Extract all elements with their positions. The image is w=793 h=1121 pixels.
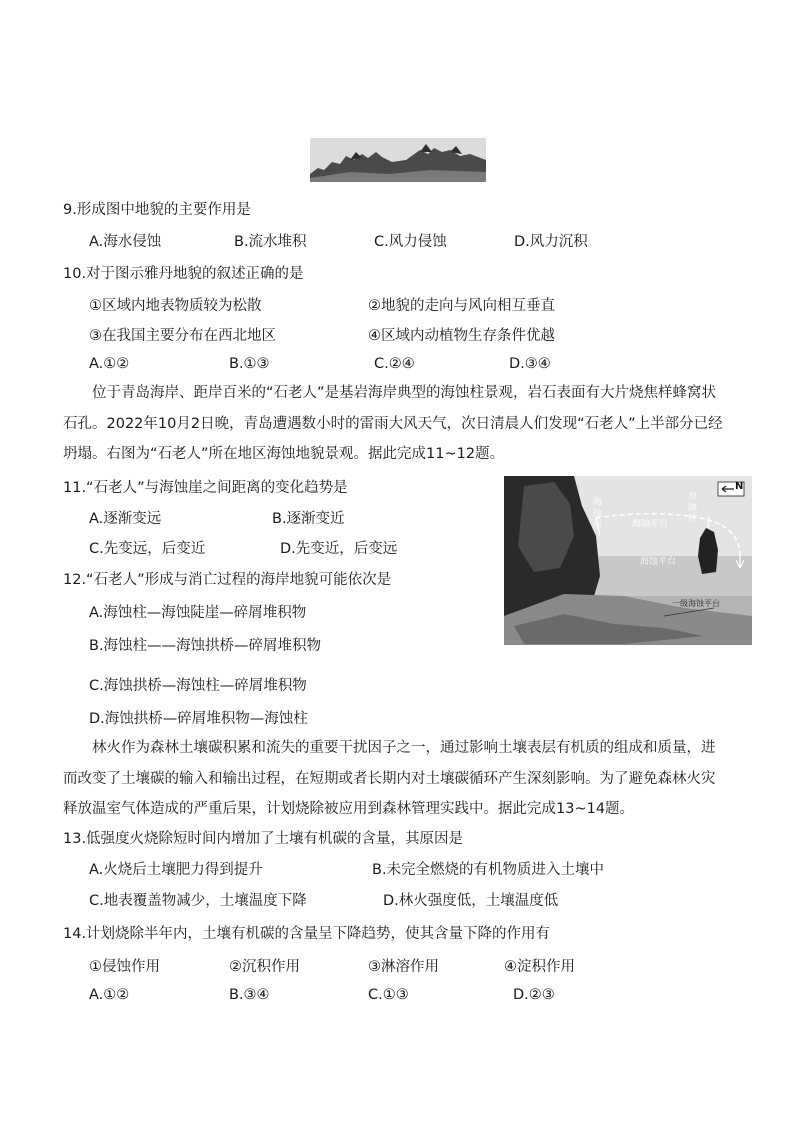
q11-option-a[interactable]: A.逐渐变远 [89,511,162,527]
q13-stem: 13.低强度火烧除短时间内增加了土壤有机碳的含量，其原因是 [63,831,464,847]
q11-option-b[interactable]: B.逐渐变近 [272,511,345,527]
q13-option-d[interactable]: D.林火强度低，土壤温度低 [383,893,559,909]
q10-option-d[interactable]: D.③④ [509,356,551,372]
q13-option-c[interactable]: C.地表覆盖物减少，土壤温度下降 [89,893,307,909]
sea-erosion-photo [504,476,752,645]
sea-cliff-label: 海蚀崖 [593,498,603,530]
q14-option-a[interactable]: A.①② [89,987,130,1003]
q14-item-2: ②沉积作用 [229,959,300,975]
q10-option-b[interactable]: B.①③ [229,356,270,372]
q10-item-3: ③在我国主要分布在西北地区 [89,328,276,344]
q13-option-b[interactable]: B.未完全燃烧的有机物质进入土壤中 [372,862,605,878]
passage-forest-fire: 林火作为森林土壤碳积累和流失的重要干扰因子之一，通过影响土壤表层有机质的组成和质量，进而改变了土壤碳的输入和输出过程，在短期或者长期内对土壤碳循环产生深刻影响。为了避免森林火灾释放温室气体造成的严重后果，计划烧除被应用到森林管理实践中。据此完成13~14题。 [63,740,716,817]
mid-platform-label: 海蚀平台 [640,557,677,567]
q14-item-3: ③淋溶作用 [368,959,439,975]
q14-option-b[interactable]: B.③④ [229,987,270,1003]
q12-option-a[interactable]: A.海蚀柱—海蚀陡崖—碎屑堆积物 [89,605,307,621]
q9-option-c[interactable]: C.风力侵蚀 [374,234,447,250]
q14-stem: 14.计划烧除半年内，土壤有机碳的含量呈下降趋势，使其含量下降的作用有 [63,926,551,942]
q12-option-c[interactable]: C.海蚀拱桥—海蚀柱—碎屑堆积物 [89,678,307,694]
q11-option-c[interactable]: C.先变远，后变近 [89,541,206,557]
q14-item-1: ①侵蚀作用 [89,959,160,975]
north-label: N [735,481,744,492]
q9-option-b[interactable]: B.流水堆积 [234,234,307,250]
q12-stem: 12.“石老人”形成与消亡过程的海岸地貌可能依次是 [63,572,392,588]
q14-item-4: ④淀积作用 [504,959,575,975]
q10-option-c[interactable]: C.②④ [374,356,415,372]
q9-option-a[interactable]: A.海水侵蚀 [89,234,162,250]
q10-item-4: ④区域内动植物生存条件优越 [368,328,555,344]
q10-item-1: ①区域内地表物质较为松散 [89,298,262,314]
upper-platform-label: 海蚀平台 [632,519,669,529]
sea-stack-label: 海蚀柱 [688,492,698,524]
q9-stem: 9.形成图中地貌的主要作用是 [63,202,251,218]
q14-option-d[interactable]: D.②③ [513,987,555,1003]
q13-option-a[interactable]: A.火烧后土壤肥力得到提升 [89,862,263,878]
q10-item-2: ②地貌的走向与风向相互垂直 [368,298,555,314]
q10-option-a[interactable]: A.①② [89,356,130,372]
q12-option-d[interactable]: D.海蚀拱桥—碎屑堆积物—海蚀柱 [89,711,308,727]
q10-stem: 10.对于图示雅丹地貌的叙述正确的是 [63,266,304,282]
q14-option-c[interactable]: C.①③ [368,987,409,1003]
lower-platform-label: 一级海蚀平台 [672,599,720,608]
q12-option-b[interactable]: B.海蚀柱——海蚀拱桥—碎屑堆积物 [89,638,322,654]
q11-stem: 11.“石老人”与海蚀崖之间距离的变化趋势是 [63,480,348,496]
passage-shilaoren: 位于青岛海岸、距岸百米的“石老人”是基岩海岸典型的海蚀柱景观，岩石表面有大片烧焦样蜂窝状石孔。2022年10月2日晚，青岛遭遇数小时的雷雨大风天气，次日清晨人们发现“石老人”上半部分已经坍塌。右图为“石老人”所在地区海蚀地貌景观。据此完成11~12题。 [63,385,723,462]
yardang-photo [310,138,486,182]
q9-option-d[interactable]: D.风力沉积 [514,234,588,250]
q11-option-d[interactable]: D.先变近，后变远 [280,541,398,557]
